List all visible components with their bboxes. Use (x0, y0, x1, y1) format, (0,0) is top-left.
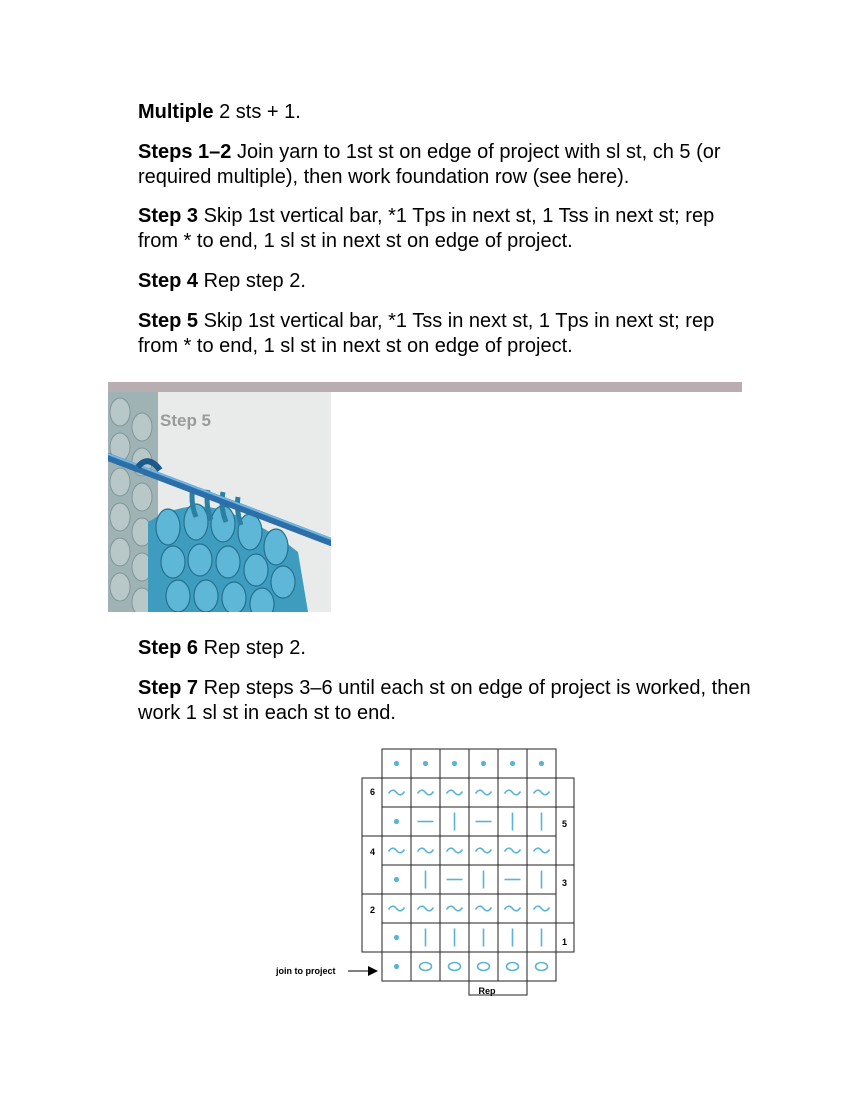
left-label-column (362, 778, 382, 952)
step-5-line: Step 5 Skip 1st vertical bar, *1 Tss in next st, 1 Tps in next st; rep from * to end, 1 sl st in next st on edge of project. (138, 310, 715, 357)
slip-stitch-dot-icon (394, 761, 399, 766)
row-label-4: 4 (370, 847, 376, 857)
row-label-left-2 (370, 905, 375, 915)
chain-oval-icon (478, 963, 490, 971)
slip-stitch-dot-icon (481, 761, 486, 766)
slip-stitch-dot-icon (394, 935, 399, 940)
return-pass-wave-icon (505, 848, 521, 853)
chain-oval-icon (507, 963, 519, 971)
return-pass-wave-icon (534, 906, 550, 911)
step-7-line: Step 7 Rep steps 3–6 until each st on edge of project is worked, then work 1 sl st in each st to end. (138, 677, 751, 724)
stitch-chart (270, 745, 590, 1005)
join-arrow-icon (348, 966, 378, 976)
rep-label: Rep (478, 986, 496, 996)
chain-oval-icon (420, 963, 432, 971)
return-pass-wave-icon (389, 906, 405, 911)
return-pass-wave-icon (418, 848, 434, 853)
row-label-3: 3 (562, 878, 568, 888)
photo-caption: Step 5 (160, 411, 212, 430)
multiple-line: Multiple 2 sts + 1. (138, 101, 301, 123)
return-pass-wave-icon (447, 790, 463, 795)
step-5-photo (108, 392, 331, 612)
steps-1-2-line: Steps 1–2 Join yarn to 1st st on edge of project with sl st, ch 5 (or required multiple), then work foundation row (see here). (138, 141, 721, 188)
return-pass-wave-icon (418, 790, 434, 795)
return-pass-wave-icon (476, 848, 492, 853)
slip-stitch-dot-icon (539, 761, 544, 766)
section-divider (108, 382, 742, 392)
chain-oval-icon (536, 963, 548, 971)
row-label-2: 2 (370, 905, 376, 915)
row-label-5: 5 (562, 819, 568, 829)
step-3-line: Step 3 Skip 1st vertical bar, *1 Tps in next st, 1 Tss in next st; rep from * to end, 1 sl st in next st on edge of project. (138, 205, 715, 252)
slip-stitch-dot-icon (394, 964, 399, 969)
row-label-left-4 (370, 847, 375, 857)
chain-oval-icon (449, 963, 461, 971)
slip-stitch-dot-icon (452, 761, 457, 766)
return-pass-wave-icon (447, 848, 463, 853)
step-4-line: Step 4 Rep step 2. (138, 270, 306, 292)
return-pass-wave-icon (418, 906, 434, 911)
slip-stitch-dot-icon (510, 761, 515, 766)
row-label-1: 1 (562, 937, 568, 947)
row-label-6: 6 (370, 787, 376, 797)
row-label-left-6 (370, 787, 375, 797)
return-pass-wave-icon (389, 848, 405, 853)
return-pass-wave-icon (389, 790, 405, 795)
slip-stitch-dot-icon (394, 877, 399, 882)
return-pass-wave-icon (447, 906, 463, 911)
return-pass-wave-icon (476, 906, 492, 911)
return-pass-wave-icon (534, 790, 550, 795)
step-6-line: Step 6 Rep step 2. (138, 637, 306, 659)
slip-stitch-dot-icon (423, 761, 428, 766)
slip-stitch-dot-icon (394, 819, 399, 824)
return-pass-wave-icon (505, 906, 521, 911)
return-pass-wave-icon (476, 790, 492, 795)
return-pass-wave-icon (534, 848, 550, 853)
join-to-project-label: join to project (276, 966, 336, 976)
return-pass-wave-icon (505, 790, 521, 795)
